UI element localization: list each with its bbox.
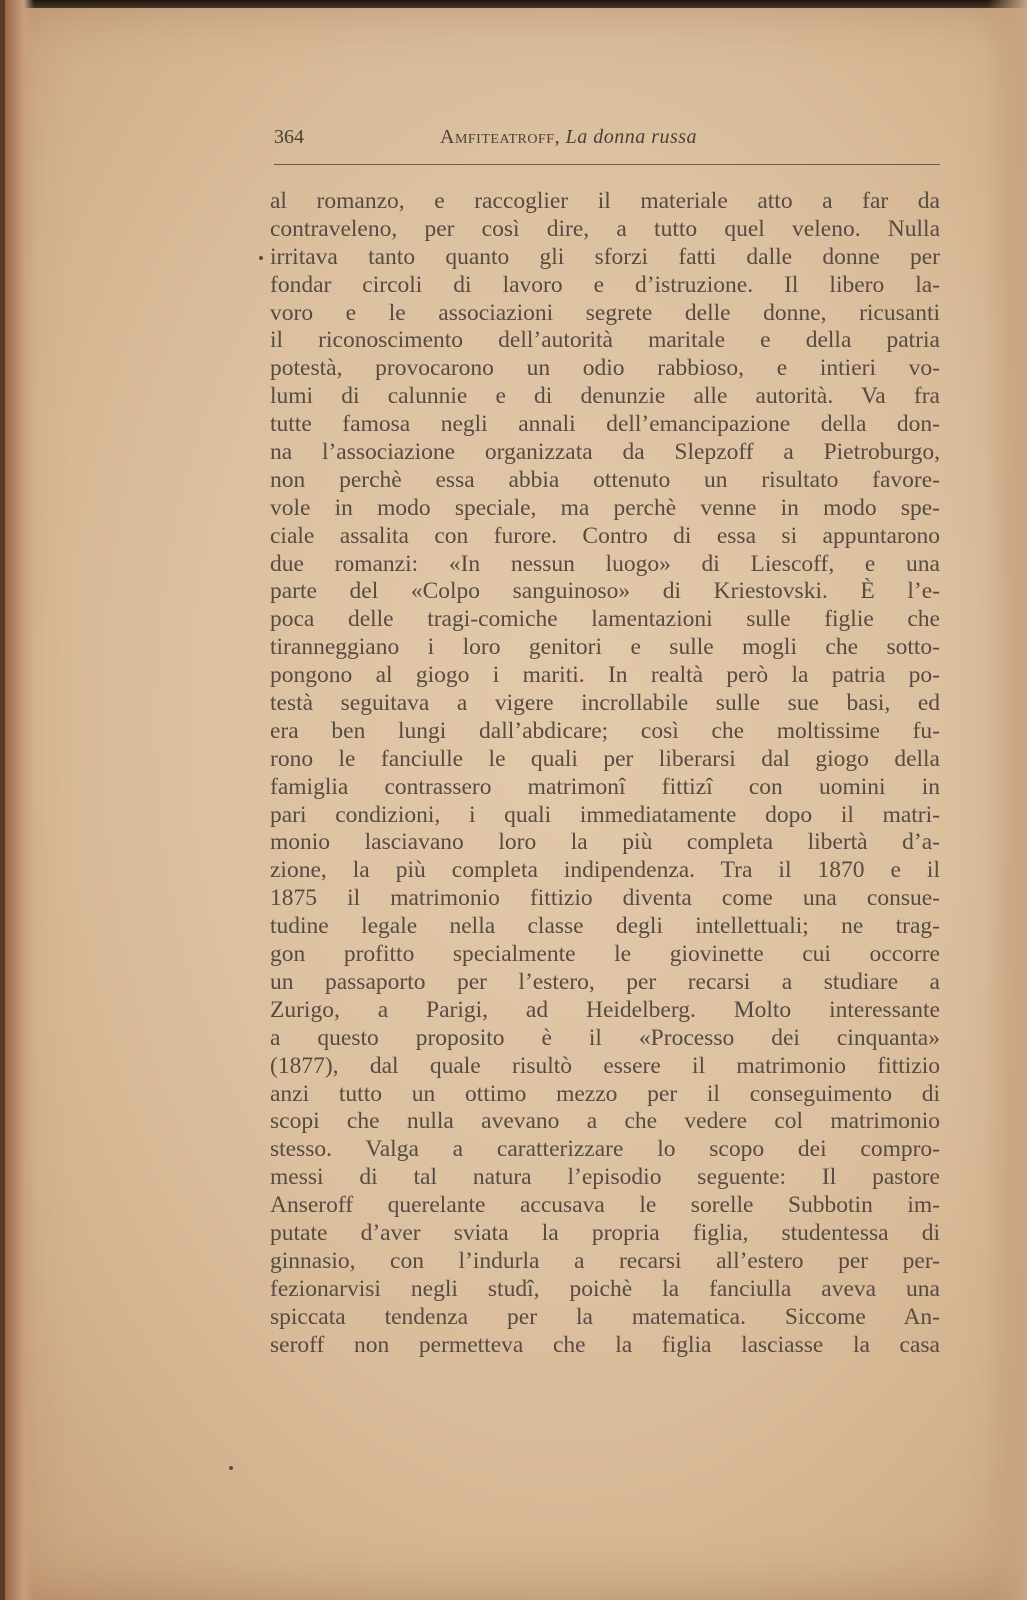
text-line: pari condizioni, i quali immediatamente dopo il matri- bbox=[270, 801, 940, 828]
text-line: stesso. Valga a caratterizzare lo scopo dei compro- bbox=[270, 1136, 940, 1163]
text-line: tiranneggiano i loro genitori e sulle mogli che sotto- bbox=[270, 634, 940, 661]
text-line: non perchè essa abbia ottenuto un risultato favore- bbox=[270, 466, 940, 493]
text-line: potestà, provocarono un odio rabbioso, e intieri vo- bbox=[270, 355, 940, 382]
text-line: zione, la più completa indipendenza. Tra il 1870 e il bbox=[270, 857, 940, 884]
text-line: seroff non permetteva che la figlia lasciasse la casa bbox=[270, 1331, 940, 1358]
text-line: testà seguitava a vigere incrollabile sulle sue basi, ed bbox=[270, 690, 940, 717]
text-line: scopi che nulla avevano a che vedere col matrimonio bbox=[270, 1108, 940, 1135]
text-line: il riconoscimento dell’autorità maritale e della patria bbox=[270, 327, 940, 354]
page-right-edge bbox=[987, 0, 1027, 1600]
body-text bbox=[270, 188, 940, 1359]
text-line: na l’associazione organizzata da Slepzoff a Pietroburgo, bbox=[270, 439, 940, 466]
running-head-author: Amfiteatroff, bbox=[440, 126, 561, 148]
text-line: spiccata tendenza per la matematica. Siccome An- bbox=[270, 1303, 940, 1330]
text-line: famiglia contrassero matrimonî fittizî con uomini in bbox=[270, 773, 940, 800]
text-line: Zurigo, a Parigi, ad Heidelberg. Molto interessante bbox=[270, 996, 940, 1023]
text-line: fezionarvisi negli studî, poichè la fanciulla aveva una bbox=[270, 1275, 940, 1302]
text-line: gon profitto specialmente le giovinette cui occorre bbox=[270, 941, 940, 968]
header-rule bbox=[274, 164, 940, 165]
text-line: pongono al giogo i mariti. In realtà però la patria po- bbox=[270, 662, 940, 689]
text-line: un passaporto per l’estero, per recarsi a studiare a bbox=[270, 968, 940, 995]
text-line: parte del «Colpo sanguinoso» di Kriestovski. È l’e- bbox=[270, 578, 940, 605]
running-header bbox=[274, 126, 940, 156]
running-head-title: La donna russa bbox=[565, 126, 698, 148]
text-line: rono le fanciulle le quali per liberarsi dal giogo della bbox=[270, 745, 940, 772]
text-line: monio lasciavano loro la più completa libertà d’a- bbox=[270, 829, 940, 856]
text-line: poca delle tragi-comiche lamentazioni sulle figlie che bbox=[270, 606, 940, 633]
page-top-edge bbox=[0, 0, 1027, 8]
text-line: a questo proposito è il «Processo dei cinquanta» bbox=[270, 1024, 940, 1051]
text-line: al romanzo, e raccoglier il materiale atto a far da bbox=[270, 188, 940, 214]
text-line: (1877), dal quale risultò essere il matrimonio fittizio bbox=[270, 1052, 940, 1079]
margin-speck bbox=[229, 1466, 233, 1470]
text-line: ginnasio, con l’indurla a recarsi all’estero per per- bbox=[270, 1247, 940, 1274]
text-line: irritava tanto quanto gli sforzi fatti dalle donne per bbox=[270, 243, 940, 270]
text-line: 1875 il matrimonio fittizio diventa come una consue- bbox=[270, 885, 940, 912]
margin-speck bbox=[259, 256, 263, 260]
text-line: putate d’aver sviata la propria figlia, studentessa di bbox=[270, 1219, 940, 1246]
text-line: fondar circoli di lavoro e d’istruzione. Il libero la- bbox=[270, 271, 940, 298]
text-line: messi di tal natura l’episodio seguente: Il pastore bbox=[270, 1164, 940, 1191]
page-left-edge bbox=[0, 0, 34, 1600]
text-line: lumi di calunnie e di denunzie alle autorità. Va fra bbox=[270, 383, 940, 410]
text-line: tutte famosa negli annali dell’emancipazione della don- bbox=[270, 411, 940, 438]
book-spine bbox=[0, 0, 5, 1600]
text-line: tudine legale nella classe degli intellettuali; ne trag- bbox=[270, 913, 940, 940]
running-head bbox=[440, 126, 697, 149]
text-line: vole in modo speciale, ma perchè venne in modo spe- bbox=[270, 494, 940, 521]
text-line: ciale assalita con furore. Contro di essa si appuntarono bbox=[270, 522, 940, 549]
text-line: Anseroff querelante accusava le sorelle Subbotin im- bbox=[270, 1192, 940, 1219]
text-line: due romanzi: «In nessun luogo» di Liescoff, e una bbox=[270, 550, 940, 577]
page-number: 364 bbox=[274, 126, 304, 148]
text-line: era ben lungi dall’abdicare; così che moltissime fu- bbox=[270, 717, 940, 744]
text-line: contraveleno, per così dire, a tutto quel veleno. Nulla bbox=[270, 215, 940, 242]
text-line: voro e le associazioni segrete delle donne, ricusanti bbox=[270, 299, 940, 326]
text-line: anzi tutto un ottimo mezzo per il conseguimento di bbox=[270, 1080, 940, 1107]
